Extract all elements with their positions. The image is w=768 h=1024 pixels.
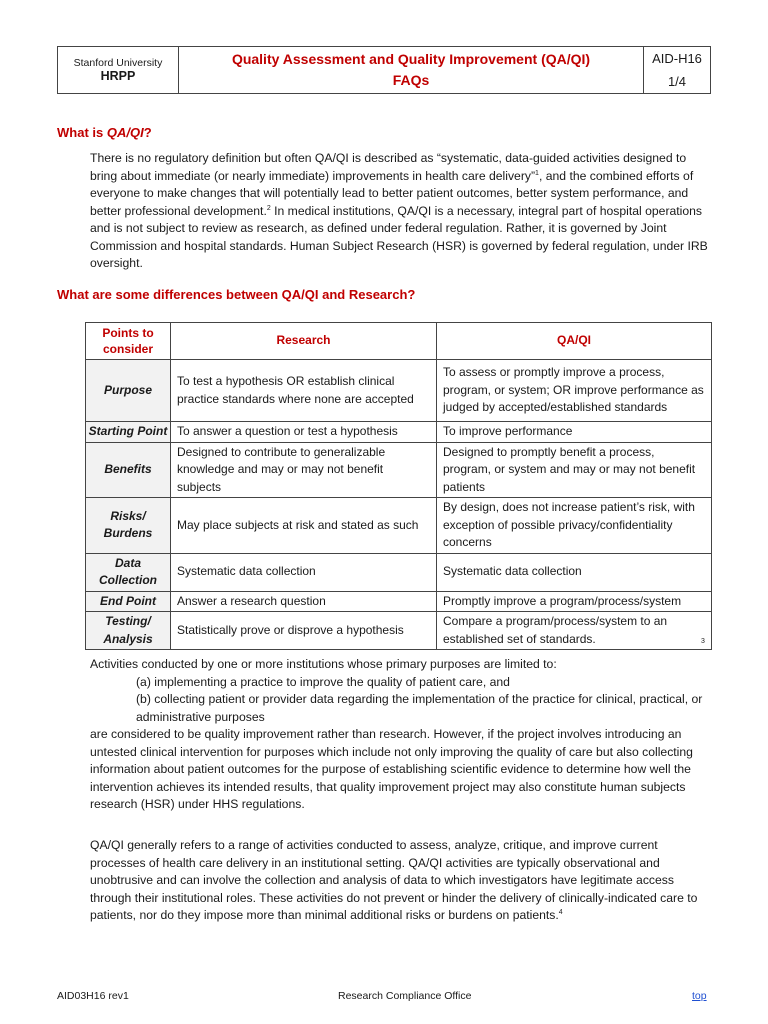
- table-header-row: [86, 323, 712, 360]
- table-row: End Point Answer a research question Promptly improve a program/process/system: [86, 591, 712, 612]
- table-row: Purpose To test a hypothesis OR establish clinical practice standards where none are accepted To assess or promptly improve a process, program, or system; OR improve performance as judged by accepted/established standards: [86, 360, 712, 422]
- footnote-4: 4: [558, 908, 563, 916]
- org-name: Stanford University: [73, 57, 163, 69]
- table-row: Starting Point To answer a question or test a hypothesis To improve performance: [86, 422, 712, 443]
- document-header: [57, 46, 711, 94]
- col-header-points: Points to consider: [86, 323, 171, 360]
- doc-id: AID-H16: [652, 51, 702, 66]
- table-row: Testing/ Analysis Statistically prove or disprove a hypothesis Compare a program/process/system to an established set of standards.: [86, 612, 712, 650]
- list-item-b: (b) collecting patient or provider data regarding the implementation of the practice for clinical, practical, or administrative purposes: [136, 692, 703, 724]
- col-header-qaqi: QA/QI: [437, 323, 712, 360]
- dept-name: HRPP: [100, 69, 136, 83]
- doc-subtitle: FAQs: [392, 72, 430, 88]
- page-number: 1/4: [667, 74, 687, 89]
- footer-office: Research Compliance Office: [338, 990, 472, 1002]
- col-header-research: Research: [171, 323, 437, 360]
- footer-doc-revision: AID03H16 rev1: [57, 990, 129, 1002]
- qaqi-summary-paragraph: QA/QI generally refers to a range of activities conducted to assess, analyze, critique, and improve current processes of health care delivery in an institutional setting. QA/QI activities are typically observational and unobtrusive and can involve the collection and analysis of data to which investigators have legitimate access through their institutional roles. These activities do not prevent or hinder the delivery of clinically-indicated care to patients, nor do they impose more than minimal additional risks or burdens on patients.$^4$: [90, 838, 698, 922]
- comparison-table: [85, 322, 712, 650]
- heading-what-is-qaqi: What is QA/QI?: [57, 125, 152, 140]
- table-row: Benefits Designed to contribute to generalizable knowledge and may or may not benefit subjects Designed to promptly benefit a process, program, or system and may or may not benefit patients: [86, 442, 712, 498]
- id-cell: [644, 47, 710, 93]
- footnote-2: 2: [266, 204, 271, 212]
- footnote-1: 1: [535, 169, 539, 177]
- table-row: Data Collection Systematic data collection Systematic data collection: [86, 553, 712, 591]
- doc-title: Quality Assessment and Quality Improvement (QA/QI): [231, 51, 591, 67]
- top-link[interactable]: top: [692, 990, 707, 1002]
- qi-activities-paragraph: Activities conducted by one or more institutions whose primary purposes are limited to: (a) implementing a practice to improve the quality of patient care, and (b) collecting patient or provider data regarding the implementation of the practice for clinical, practical, or administrative purposes are considered to be quality improvement rather than research. However, if the project involves introducing an untested clinical intervention for purposes which include not only improving the quality of care but also collecting information about patient outcomes for the purpose of establishing scientific evidence to determine how well the intervention achieves its intended results, that quality improvement project may also constitute human subjects research (HSR) under HHS regulations.: [90, 656, 710, 814]
- list-item-a: (a) implementing a practice to improve the quality of patient care, and: [136, 674, 510, 689]
- definition-paragraph: There is no regulatory definition but often QA/QI is described as “systematic, data-guided activities designed to bring about immediate (or nearly immediate) improvements in health care delivery”$^1$, and the combined efforts of everyone to make changes that will potentially lead to better patient outcomes, better system performance, and better professional development.$^2$ In medical institutions, QA/QI is a necessary, integral part of hospital operations and is not subject to review as research, as defined under federal regulation. Rather, it is governed by Joint Commission and hospital standards. Human Subject Research (HSR) is governed by federal regulation, under IRB oversight.: [90, 151, 708, 270]
- footnote-3: 3: [701, 638, 705, 645]
- table-row: Risks/ Burdens May place subjects at risk and stated as such By design, does not increase patient’s risk, with exception of possible privacy/confidentiality concerns: [86, 498, 712, 554]
- org-cell: [58, 47, 179, 93]
- title-cell: [179, 47, 644, 93]
- heading-differences: What are some differences between QA/QI and Research?: [57, 287, 416, 302]
